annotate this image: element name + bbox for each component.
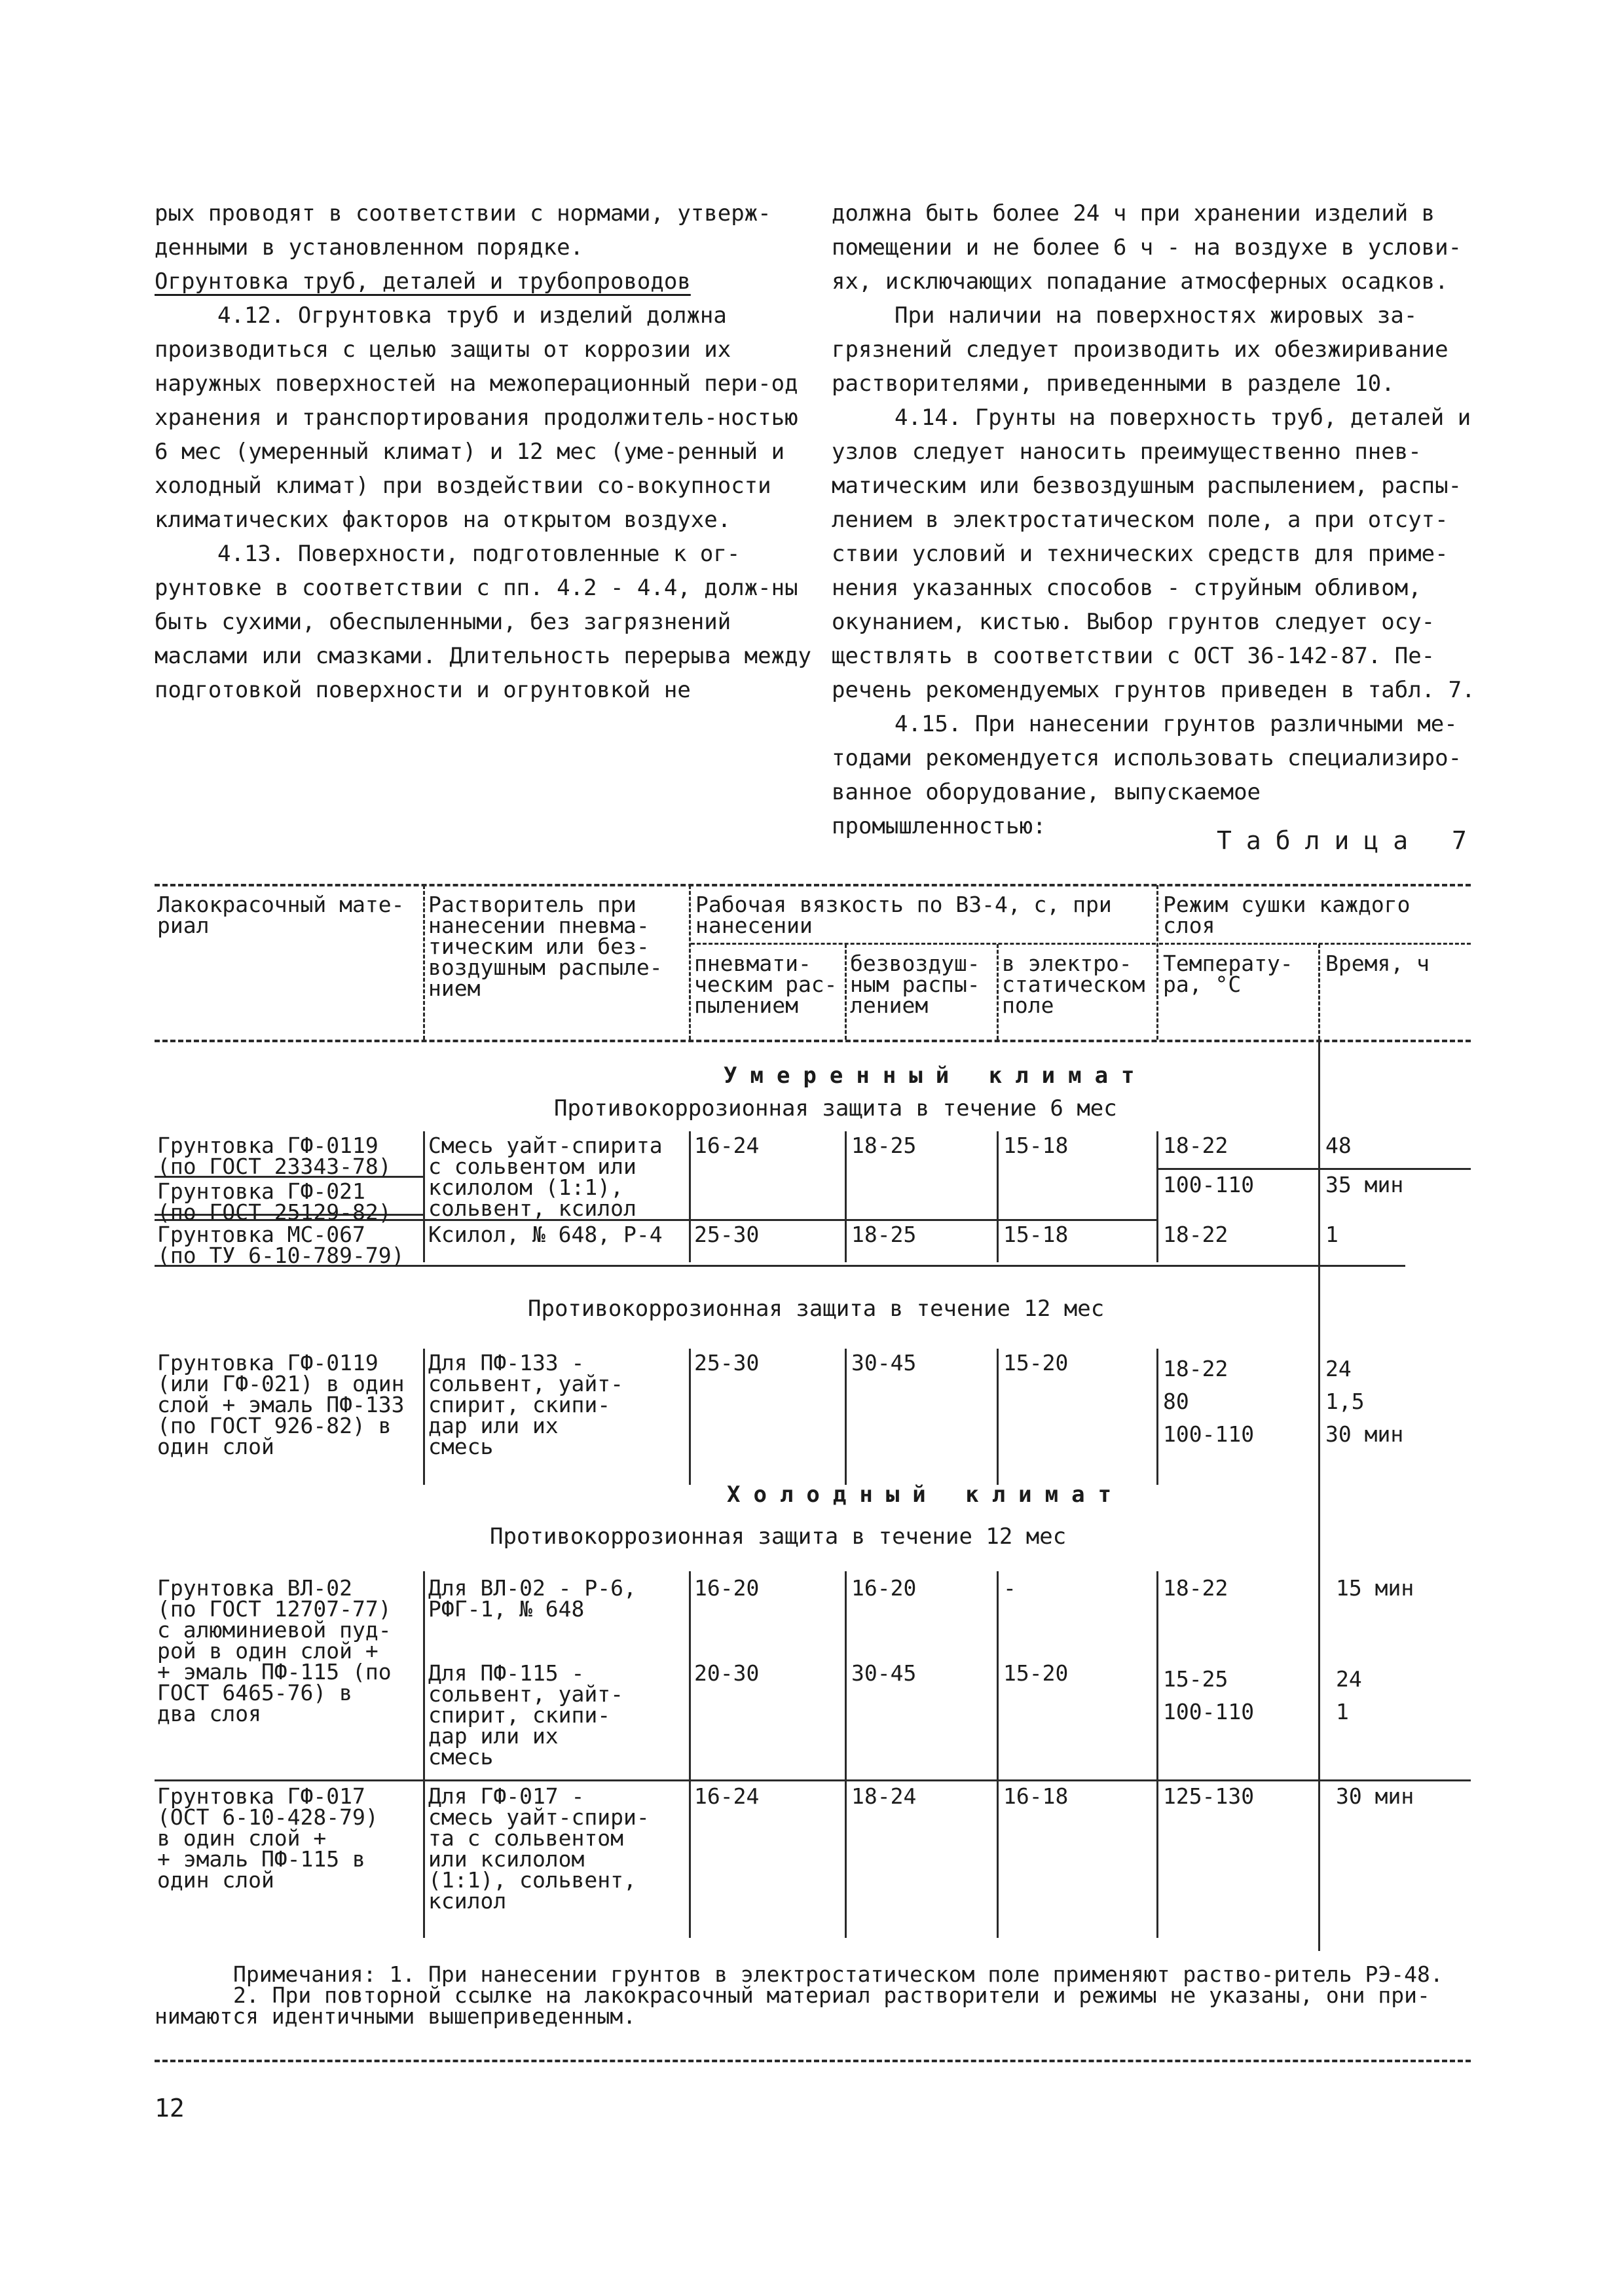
right-text-column [832,196,1486,843]
table-cell-time: 24 1 [1336,1666,1362,1724]
section-moderate-12-months: Противокоррозионная защита в течение 12 мес [528,1296,1105,1322]
drying-subheader-rule [1159,943,1471,945]
table-notes [155,1961,1471,2029]
header-material: Лакокрасочный мате- риал [157,892,405,938]
table-cell-temperature: 18-22 [1163,1222,1228,1247]
column-divider [845,1571,847,1938]
table-cell-solvent: Для ВЛ-02 - Р-6, РФГ-1, № 648 [428,1575,637,1622]
column-divider [1156,1131,1158,1262]
table-cell-airless: 30-45 [851,1660,917,1686]
header-time: Время, ч [1325,951,1430,976]
table-cell-airless: 18-25 [851,1133,917,1158]
column-divider [689,1571,691,1938]
table-cell-material: Грунтовка МС-067 (по ТУ 6-10-789-79) [157,1222,405,1268]
notes-bottom-rule [155,2060,1471,2062]
table-cell-time: 24 1,5 30 мин [1325,1356,1404,1447]
table-cell-material: Грунтовка ГФ-0119 (или ГФ-021) в один слой + эмаль ПФ-133 (по ГОСТ 926-82) в один слой [157,1350,405,1459]
table-cell-pneumatic: 20-30 [694,1660,760,1686]
header-divider [997,944,999,1040]
table-cell-temperature: 100-110 [1163,1172,1255,1197]
paragraph-4-12: 4.12. Огрунтовка труб и изделий должна производиться с целью защиты от коррозии их наружных поверхностей на межоперационный пери-од хранения и транспортирования продолжитель-ностью 6 мес (умеренный климат) и 12 мес (уме-ренный и холодный климат) при воздействии со-вокупности климатических факторов на открытом воздухе. [155,302,798,533]
column-divider [845,1349,847,1485]
column-divider [423,1131,425,1262]
column-divider [997,1349,999,1485]
table-cell-time: 1 [1325,1222,1338,1247]
paragraph: рых проводят в соответствии с нормами, утверж-денными в установленном порядке. [155,200,771,261]
table-cell-airless: 16-20 [851,1575,917,1601]
table-cell-airless: 18-24 [851,1783,917,1809]
header-viscosity: Рабочая вязкость по ВЗ-4, с, при нанесении [695,892,1112,938]
table-cell-time: 35 мин [1325,1172,1404,1197]
column-divider [423,1349,425,1485]
paragraph-4-13: 4.13. Поверхности, подготовленные к ог-рунтовке в соответствии с пп. 4.2 - 4.4, долж-ны быть сухими, обеспыленными, без загрязнений маслами или смазками. Длительность перерыва между подготовкой поверхности и огрунтовкой не [155,541,812,703]
time-column-divider [1318,1042,1320,1951]
table-cell-electrostatic: 15-18 [1003,1133,1069,1158]
table-cell-electrostatic: 15-18 [1003,1222,1069,1247]
column-divider [423,1571,425,1938]
viscosity-subheader-rule [691,943,1156,945]
table-header-bottom-rule [155,1040,1471,1042]
table-cell-pneumatic: 16-24 [694,1783,760,1809]
header-divider [689,885,691,1040]
table-cell-solvent: Для ПФ-133 - сольвент, уайт- спирит, скипи- дар или их смесь [428,1350,624,1459]
table-cell-temperature: 15-25 100-110 [1163,1666,1255,1724]
table-cell-material: Грунтовка ГФ-0119 (по ГОСТ 23343-78) [157,1133,392,1179]
column-divider [997,1571,999,1938]
table-cell-pneumatic: 25-30 [694,1350,760,1376]
table-cell-material: Грунтовка ВЛ-02 (по ГОСТ 12707-77) с алюминиевой пуд- рой в один слой + + эмаль ПФ-115 (по ГОСТ 6465-76) в два слоя [157,1575,392,1726]
table-cell-electrostatic: 15-20 [1003,1350,1069,1376]
table-cell-time: 15 мин [1336,1575,1414,1601]
section-cold-climate: Холодный климат [727,1482,1125,1508]
header-airless: безвоздуш- ным распы- лением [850,951,980,1018]
table-cell-airless: 18-25 [851,1222,917,1247]
paragraph: должна быть более 24 ч при хранении изделий в помещении и не более 6 ч - на воздухе в услови-ях, исключающих попадание атмосферных осадков. [832,200,1462,295]
table-cell-temperature: 18-22 80 100-110 [1163,1356,1255,1447]
table-cell-time: 30 мин [1336,1783,1414,1809]
table-cell-temperature: 18-22 [1163,1133,1228,1158]
table-cell-electrostatic: 16-18 [1003,1783,1069,1809]
section-cold-12-months: Противокоррозионная защита в течение 12 мес [490,1523,1067,1550]
header-temperature: Температу- ра, °С [1163,951,1293,997]
table-cell-material: Грунтовка ГФ-021 (по ГОСТ 25129-82) [157,1178,392,1225]
section-heading: Огрунтовка труб, деталей и трубопроводов [155,268,691,295]
section-moderate-6-months: Противокоррозионная защита в течение 6 мес [554,1095,1117,1121]
table-cell-time: 48 [1325,1133,1352,1158]
row-rule [1156,1168,1471,1170]
table-cell-temperature: 125-130 [1163,1783,1255,1809]
table-cell-pneumatic: 25-30 [694,1222,760,1247]
paragraph: При наличии на поверхностях жировых за-грязнений следует производить их обезжиривание растворителями, приведенными в разделе 10. [832,302,1449,397]
table-cell-temperature: 18-22 [1163,1575,1228,1601]
table-cell-solvent: Для ГФ-017 - смесь уайт-спири- та с сольвентом или ксилолом (1:1), сольвент, ксилол [428,1783,650,1914]
table-caption: Таблица 7 [1217,826,1481,855]
header-drying: Режим сушки каждого слоя [1163,892,1411,938]
table-cell-material: Грунтовка ГФ-017 (ОСТ 6-10-428-79) в один слой + + эмаль ПФ-115 в один слой [157,1783,378,1893]
table-cell-electrostatic: - [1003,1575,1016,1601]
note-2: 2. При повторной ссылке на лакокрасочный материал растворители и режимы не указаны, они при-нимаются идентичными вышеприведенным. [155,1982,1430,2029]
table-cell-electrostatic: 15-20 [1003,1660,1069,1686]
paragraph-4-15: 4.15. При нанесении грунтов различными ме-тодами рекомендуется использовать специализиро-ванное оборудование, выпускаемое промышленностью: [832,711,1462,839]
column-divider [1156,1571,1158,1938]
column-divider [1156,1349,1158,1485]
left-text-column [155,196,822,707]
header-divider [1318,944,1320,1040]
column-divider [997,1131,999,1262]
column-divider [845,1131,847,1262]
column-divider [689,1349,691,1485]
header-pneumatic: пневмати- ческим рас- пылением [694,951,838,1018]
table-cell-solvent: Ксилол, № 648, Р-4 [428,1222,663,1247]
header-divider [1156,885,1158,1040]
column-divider [689,1131,691,1262]
table-top-rule [155,884,1471,886]
row-rule [155,1779,1471,1781]
paragraph-4-14: 4.14. Грунты на поверхность труб, деталей и узлов следует наносить преимущественно пнев-матическим или безвоздушным распылением, распы-лением в электростатическом поле, а при отсут-ствии условий и технических средств для приме-нения указанных способов - струйным обливом, окунанием, кистью. Выбор грунтов следует осу-ществлять в соответствии с ОСТ 36-142-87. Пе-речень рекомендуемых грунтов приведен в табл. 7. [832,405,1475,703]
section-moderate-climate: Умеренный климат [724,1063,1148,1089]
header-divider [423,885,425,1040]
table-cell-solvent: Смесь уайт-спирита с сольвентом или ксилолом (1:1), сольвент, ксилол [428,1133,663,1221]
table-cell-solvent: Для ПФ-115 - сольвент, уайт- спирит, скипи- дар или их смесь [428,1660,624,1770]
header-electrostatic: в электро- статическом поле [1002,951,1145,1018]
table-cell-airless: 30-45 [851,1350,917,1376]
page-number: 12 [155,2094,185,2123]
note-1: Примечания: 1. При нанесении грунтов в электростатическом поле применяют раство-ритель РЭ-48. [233,1961,1443,1987]
table-cell-pneumatic: 16-20 [694,1575,760,1601]
table-cell-pneumatic: 16-24 [694,1133,760,1158]
header-solvent: Растворитель при нанесении пневма- тическим или без- воздушным распыле- нием [428,892,663,1001]
header-divider [845,944,847,1040]
